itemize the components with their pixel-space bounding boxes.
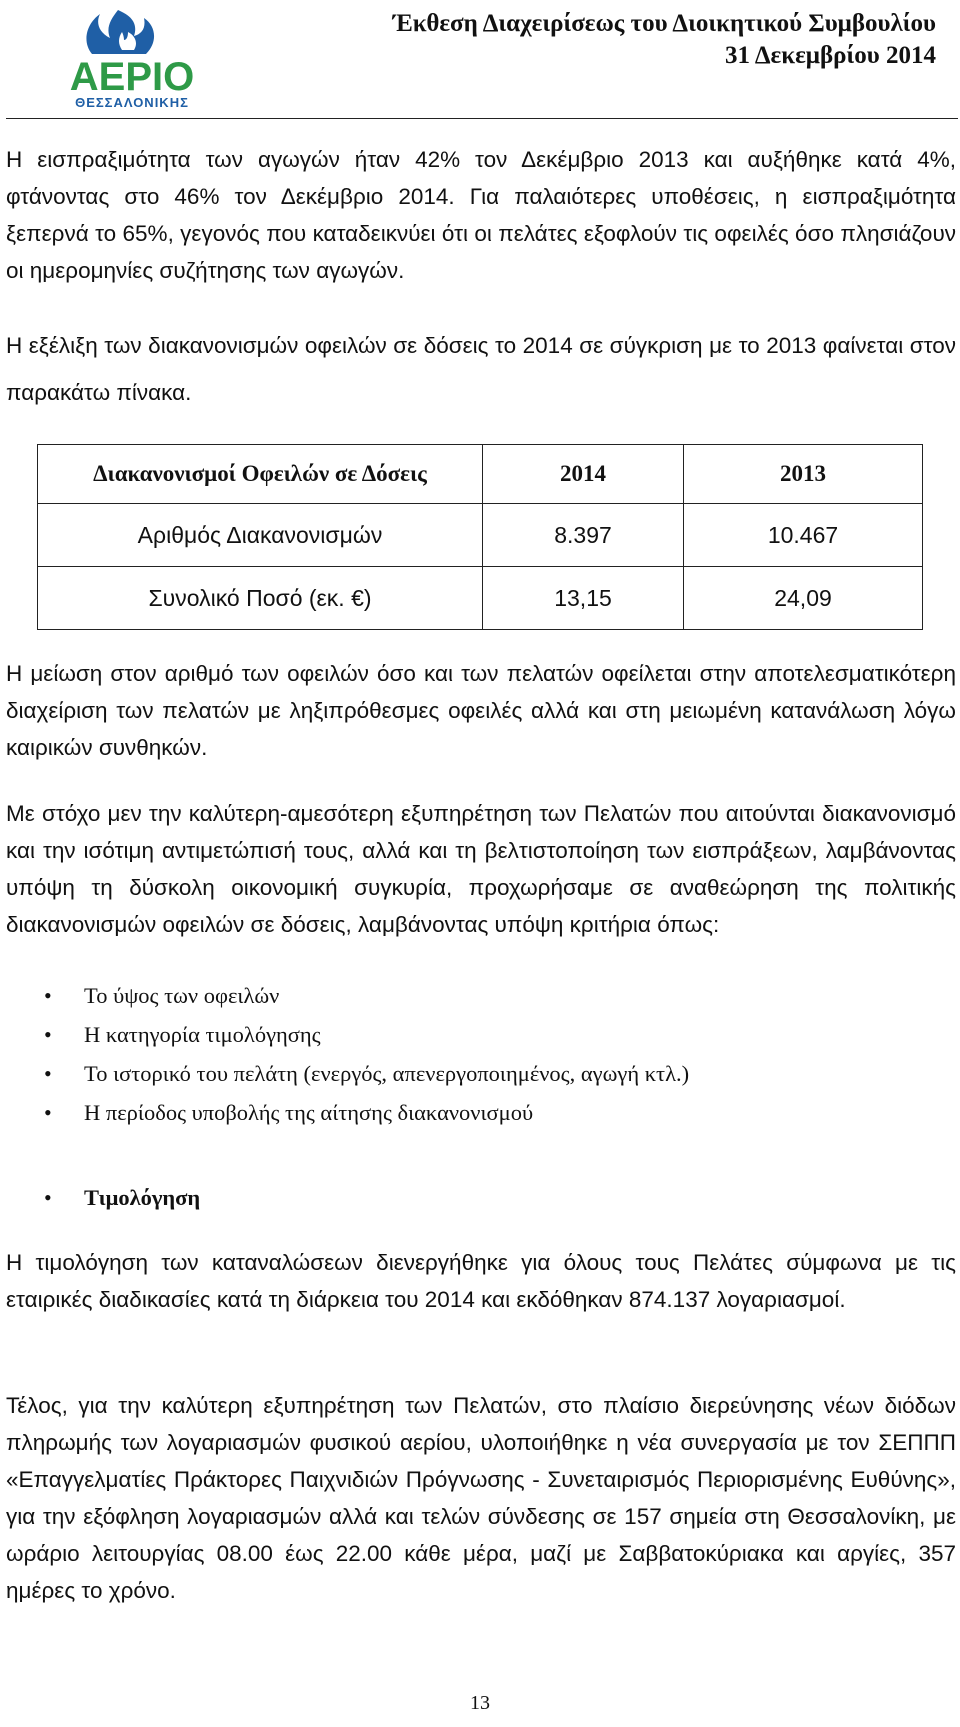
criteria-item-text: Η περίοδος υποβολής της αίτησης διακανονισμού — [84, 1100, 534, 1125]
table-row — [38, 567, 923, 630]
criteria-item-text: Το ιστορικό του πελάτη (ενεργός, απενεργοποιημένος, αγωγή κτλ.) — [84, 1061, 690, 1086]
bullet-icon: • — [44, 1061, 52, 1086]
list-item — [0, 1054, 689, 1093]
table-cell: 10.467 — [684, 504, 923, 567]
list-item — [0, 1093, 689, 1132]
list-item — [0, 1015, 689, 1054]
logo-subtext: ΘΕΣΣΑΛΟΝΙΚΗΣ — [75, 95, 189, 110]
paragraph-table-intro: Η εξέλιξη των διακανονισμών οφειλών σε δόσεις το 2014 σε σύγκριση με το 2013 φαίνεται στον παρακάτω πίνακα. — [6, 333, 956, 405]
criteria-item-text: Η κατηγορία τιμολόγησης — [84, 1022, 321, 1047]
table-cell: Συνολικό Ποσό (εκ. €) — [38, 567, 483, 630]
table-cell: Αριθμός Διακανονισμών — [38, 504, 483, 567]
installments-table — [37, 444, 923, 630]
table-row — [38, 504, 923, 567]
section-title: Τιμολόγηση — [84, 1185, 201, 1210]
header-divider — [6, 118, 958, 119]
table-header-cell: 2014 — [483, 445, 684, 504]
paragraph-invoicing: Η τιμολόγηση των καταναλώσεων διενεργήθηκε για όλους τους Πελάτες σύμφωνα με τις εταιρικές διαδικασίες κατά τη διάρκεια του 2014 και εκδόθηκαν 874.137 λογαριασμοί. — [6, 1250, 956, 1312]
paragraph-payment-network: Τέλος, για την καλύτερη εξυπηρέτηση των Πελατών, στο πλαίσιο διερεύνησης νέων διόδων πληρωμής των λογαριασμών φυσικού αερίου, υλοποιήθηκε η νέα συνεργασία με τον ΣΕΠΠΠ «Επαγγελματίες Πράκτορες Παιχνιδιών Πρόγνωσης - Συνεταιρισμός Περιορισμένης Ευθύνης», για την εξόφληση λογαριασμών αλλά και τελών σύνδεσης σε 157 σημεία στη Θεσσαλονίκη, με ωράριο λειτουργίας 08.00 έως 22.00 κάθε μέρα, μαζί με Σαββατοκύριακα και αργίες, 357 ημέρες το χρόνο. — [6, 1393, 956, 1603]
table-cell: 24,09 — [684, 567, 923, 630]
bullet-icon: • — [44, 1185, 52, 1210]
company-logo — [48, 2, 216, 114]
bullet-icon: • — [44, 1100, 52, 1125]
list-item — [0, 976, 689, 1015]
table-header-cell: Διακανονισμοί Οφειλών σε Δόσεις — [38, 445, 483, 504]
paragraph-collectability: Η εισπραξιμότητα των αγωγών ήταν 42% τον Δεκέμβριο 2013 και αυξήθηκε κατά 4%, φτάνοντας στο 46% τον Δεκέμβριο 2014. Για παλαιότερες υποθέσεις, η εισπραξιμότητα ξεπερνά το 65%, γεγονός που καταδεικνύει ότι οι πελάτες εξοφλούν τις οφειλές όσο πλησιάζουν οι ημερομηνίες συζήτησης των αγωγών. — [6, 147, 956, 283]
page-number: 13 — [470, 1692, 490, 1714]
logo-wordmark: ΑΕΡΙΟ — [69, 55, 195, 99]
table-cell: 13,15 — [483, 567, 684, 630]
bullet-icon: • — [44, 983, 52, 1008]
table-header-row — [38, 445, 923, 504]
table-cell: 8.397 — [483, 504, 684, 567]
table-header-cell: 2013 — [684, 445, 923, 504]
flame-logo-icon — [48, 2, 216, 114]
paragraph-reduction: Η μείωση στον αριθμό των οφειλών όσο και των πελατών οφείλεται στην αποτελεσματικότερη διαχείριση των πελατών με ληξιπρόθεσμες οφειλές αλλά και στη μειωμένη κατανάλωση λόγω καιρικών συνθηκών. — [6, 661, 956, 760]
report-date: 31 Δεκεμβρίου 2014 — [725, 42, 936, 69]
report-title: Έκθεση Διαχειρίσεως του Διοικητικού Συμβουλίου — [392, 10, 936, 37]
paragraph-policy: Με στόχο μεν την καλύτερη-αμεσότερη εξυπηρέτηση των Πελατών που αιτούνται διακανονισμό και την ισότιμη αντιμετώπισή τους, αλλά και τη βελτιστοποίηση των εισπράξεων, λαμβάνοντας υπόψη τη δύσκολη οικονομική συγκυρία, προχωρήσαμε σε αναθεώρηση της πολιτικής διακανονισμών οφειλών σε δόσεις, λαμβάνοντας υπόψη κριτήρια όπως: — [6, 801, 956, 937]
criteria-item-text: Το ύψος των οφειλών — [84, 983, 280, 1008]
bullet-icon: • — [44, 1022, 52, 1047]
criteria-list — [0, 976, 689, 1132]
